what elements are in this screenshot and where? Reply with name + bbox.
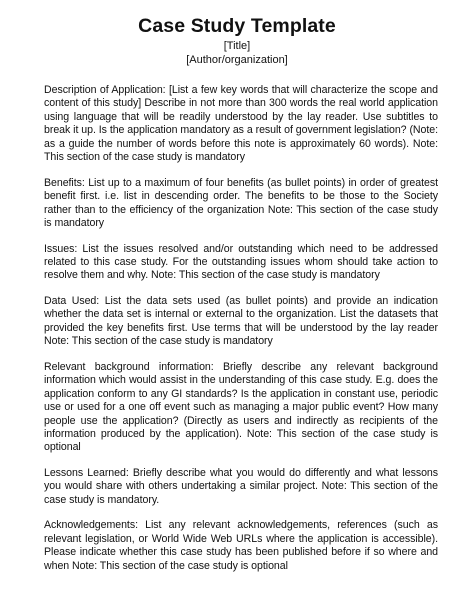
document-title: Case Study Template xyxy=(138,15,336,37)
document-subtitle-author: [Author/organization] xyxy=(186,54,288,66)
section-background: Relevant background information: Briefly describe any relevant background information which would assist in the understanding of this case study. E.g. does the application conform to any GI standards? Is the application in constant use, periodic use or used for a one off event such as managing a major public event? How many people use the application? (Directly as users and indirectly as recipients of the information produced by the application). Note: This section of the case study is optional xyxy=(44,360,438,454)
section-lessons-learned: Lessons Learned: Briefly describe what you would do differently and what lessons you would share with others undertaking a similar project. Note: This section of the case study is mandatory. xyxy=(44,466,438,506)
section-data-used: Data Used: List the data sets used (as bullet points) and provide an indication whether the data set is internal or external to the organization. List the datasets that provided the key benefits first. Use terms that will be understood by the lay reader Note: This section of the case study is mandatory xyxy=(44,294,438,348)
section-benefits: Benefits: List up to a maximum of four benefits (as bullet points) in order of greatest benefit first. i.e. list in descending order. The benefits to be those to the Society rather than to the efficiency of the organization Note: This section of the case study is mandatory xyxy=(44,176,438,230)
section-description: Description of Application: [List a few key words that will characterize the scope and content of this study] Describe in not more than 300 words the real world application using language that will be readily understood by the lay reader. Use subtitles to break it up. Is the application mandatory as a result of government legislation? (Note: as a guide the number of words before this note is approximately 60 words). Note: This section of the case study is mandatory xyxy=(44,84,438,164)
document-subtitle-title: [Title] xyxy=(223,40,251,52)
document-body xyxy=(44,84,438,585)
section-issues: Issues: List the issues resolved and/or outstanding which need to be addressed related to this case study. For the outstanding issues whom should take action to resolve them and why. Note: This section of the case study is mandatory xyxy=(44,242,438,282)
section-acknowledgements: Acknowledgements: List any relevant acknowledgements, references (such as relevant legislation, or World Wide Web URLs where the application is accessible). Please indicate whether this case study has been published before if so where and when Note: This section of the case study is optional xyxy=(44,519,438,572)
